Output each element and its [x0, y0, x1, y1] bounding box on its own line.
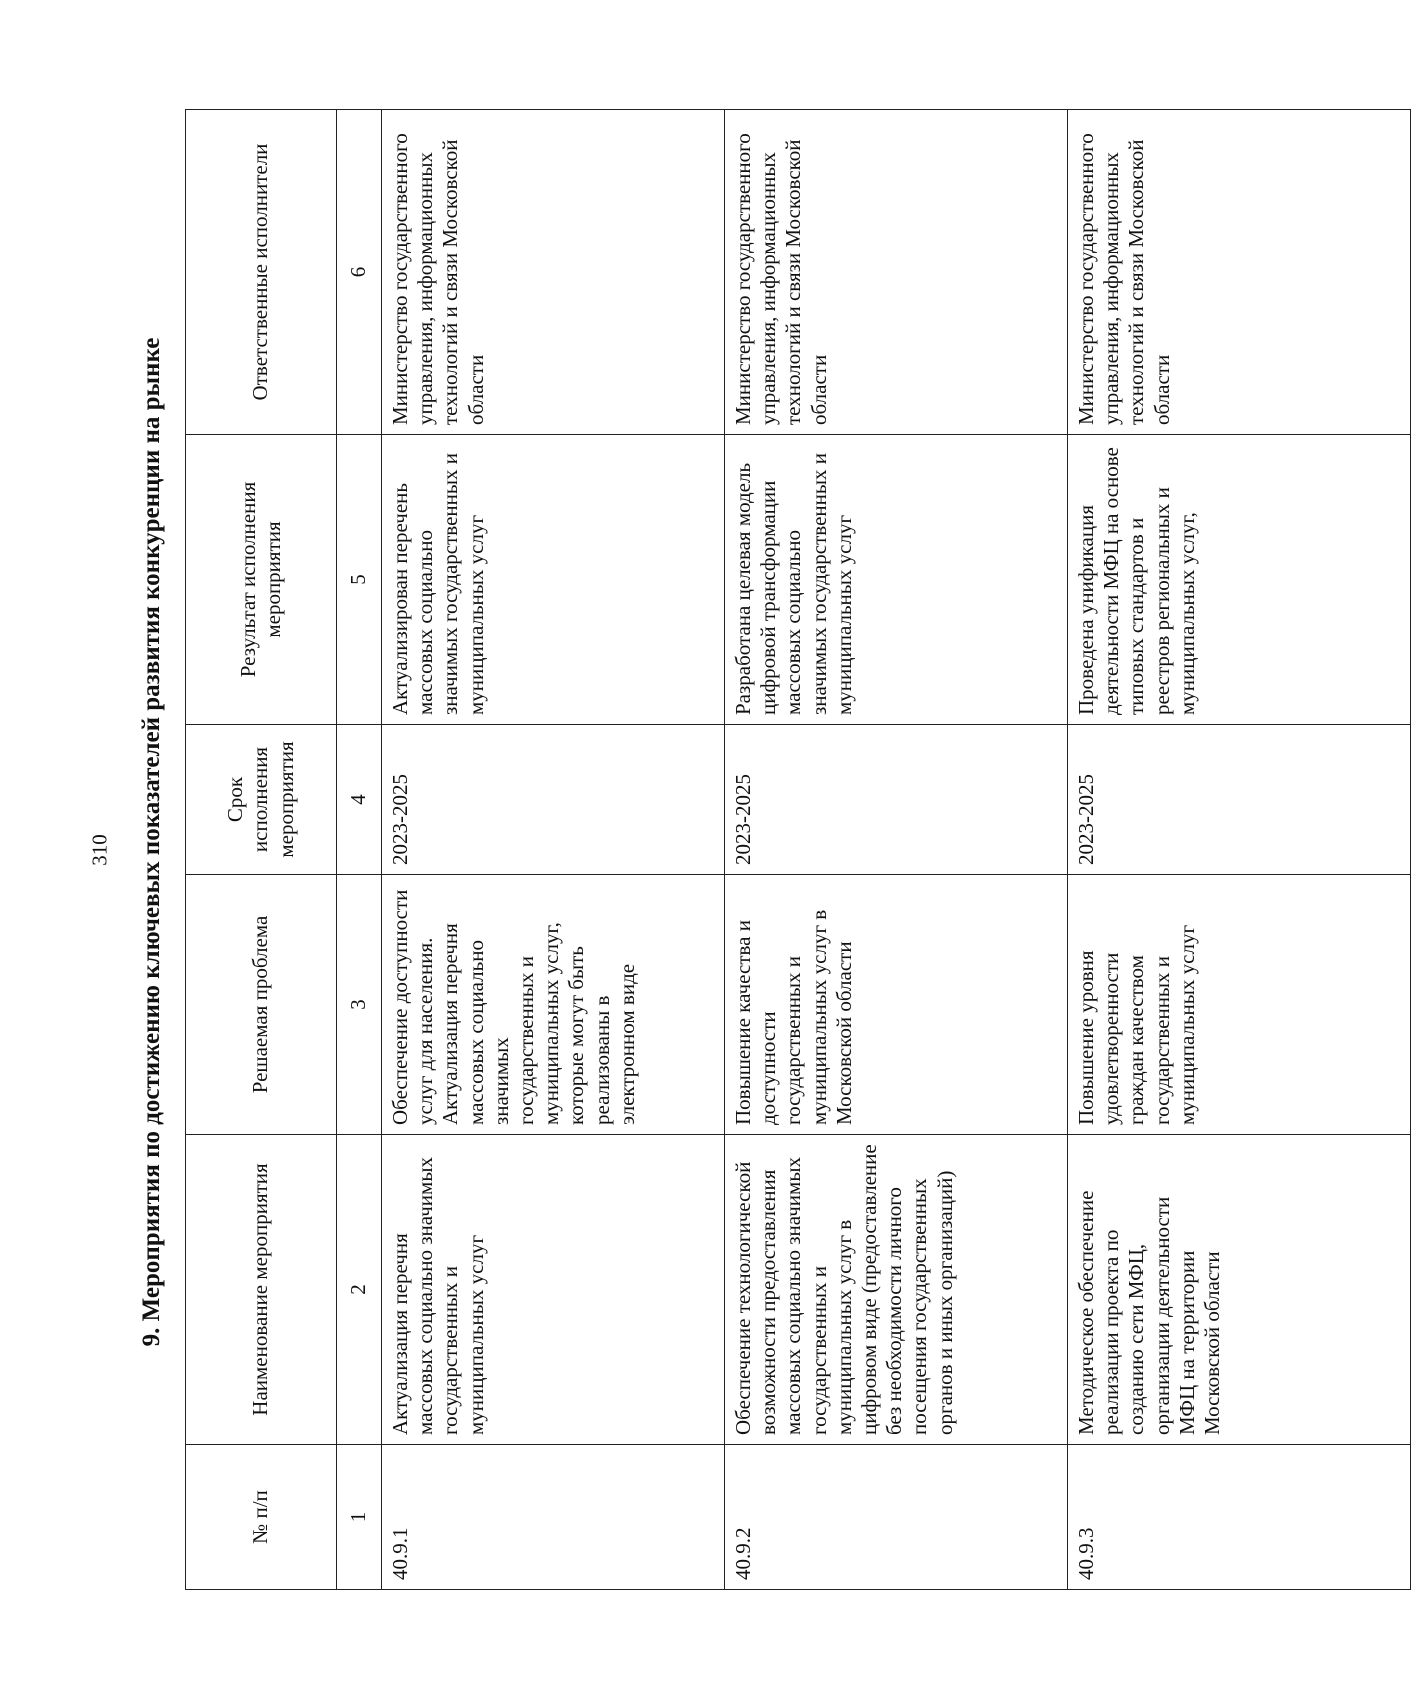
column-number: 2	[337, 1135, 382, 1445]
term-cell: 2023-2025	[382, 725, 725, 875]
problem-cell: Обеспечение доступности услуг для населения. Актуализация перечня массовых социально значимых государственных и муниципальных услуг, которые могут быть реализованы в электронном виде	[382, 875, 725, 1135]
responsible-cell: Министерство государственного управления, информационных технологий и связи Московской области	[382, 110, 725, 435]
row-number: 40.9.2	[725, 1445, 1068, 1590]
responsible-cell: Министерство государственного управления, информационных технологий и связи Московской области	[725, 110, 1068, 435]
result-cell: Проведена унификация деятельности МФЦ на основе типовых стандартов и реестров региональных и муниципальных услуг,	[1068, 435, 1411, 725]
measure-name: Обеспечение технологической возможности предоставления массовых социально значимых государственных и муниципальных услуг в цифровом виде (предоставление без необходимости личного посещения государственных органов и иных организаций)	[725, 1135, 1068, 1445]
page-title: 9. Мероприятия по достижению ключевых показателей развития конкуренции на рынке	[138, 337, 165, 1347]
term-cell: 2023-2025	[1068, 725, 1411, 875]
column-number: 6	[337, 110, 382, 435]
header-cell-name: Наименование мероприятия	[186, 1135, 337, 1445]
measures-table	[185, 109, 1411, 1590]
column-number: 3	[337, 875, 382, 1135]
row-number: 40.9.3	[1068, 1445, 1411, 1590]
result-cell: Актуализирован перечень массовых социально значимых государственных и муниципальных услуг	[382, 435, 725, 725]
table-container	[185, 110, 1224, 1590]
column-number: 4	[337, 725, 382, 875]
problem-cell: Повышение качества и доступности государственных и муниципальных услуг в Московской области	[725, 875, 1068, 1135]
measure-name: Актуализация перечня массовых социально значимых государственных и муниципальных услуг	[382, 1135, 725, 1445]
column-number: 5	[337, 435, 382, 725]
header-cell-responsible: Ответственные исполнители	[186, 110, 337, 435]
table-row	[1068, 110, 1411, 1590]
table-row	[725, 110, 1068, 1590]
column-number-row	[337, 110, 382, 1590]
header-cell-result: Результат исполнения мероприятия	[186, 435, 337, 725]
header-row	[186, 110, 337, 1590]
page-number: 310	[87, 834, 112, 866]
measure-name: Методическое обеспечение реализации проекта по созданию сети МФЦ, организации деятельности МФЦ на территории Московской области	[1068, 1135, 1411, 1445]
table-row	[382, 110, 725, 1590]
header-cell-term: Срок исполнения мероприятия	[186, 725, 337, 875]
responsible-cell: Министерство государственного управления, информационных технологий и связи Московской области	[1068, 110, 1411, 435]
header-cell-problem: Решаемая проблема	[186, 875, 337, 1135]
header-cell-num: № п/п	[186, 1445, 337, 1590]
term-cell: 2023-2025	[725, 725, 1068, 875]
problem-cell: Повышение уровня удовлетворенности граждан качеством государственных и муниципальных услуг	[1068, 875, 1411, 1135]
result-cell: Разработана целевая модель цифровой трансформации массовых социально значимых государственных и муниципальных услуг	[725, 435, 1068, 725]
row-number: 40.9.1	[382, 1445, 725, 1590]
column-number: 1	[337, 1445, 382, 1590]
